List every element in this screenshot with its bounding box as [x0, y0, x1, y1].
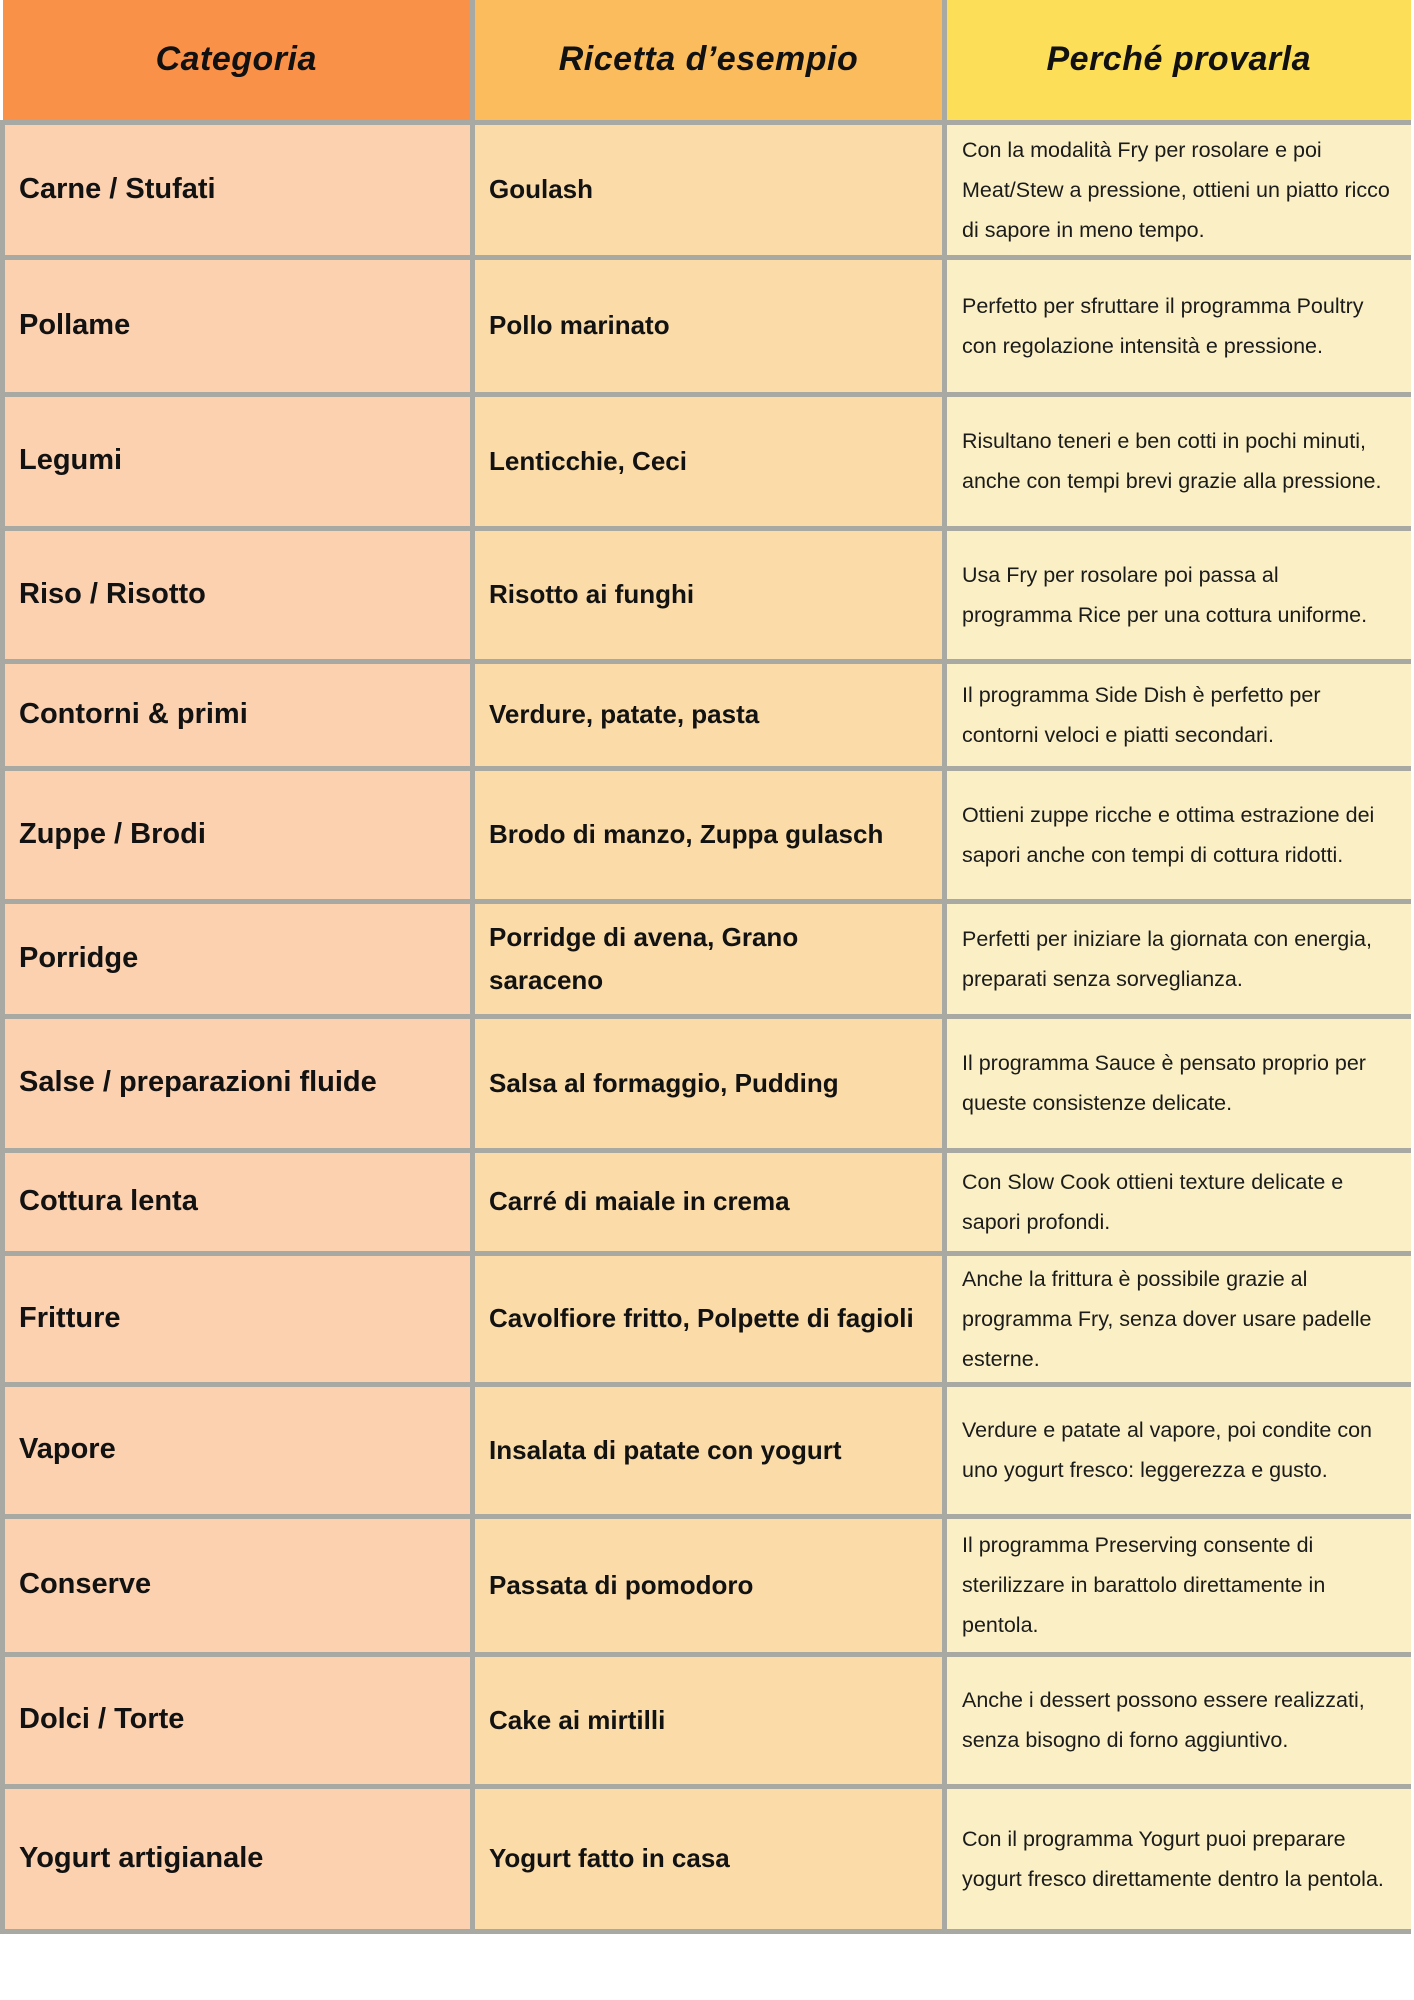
table-row: [3, 257, 1411, 394]
cell-perche: Verdure e patate al vapore, poi condite con uno yogurt fresco: leggerezza e gusto.: [945, 1384, 1411, 1516]
header-categoria: Categoria: [3, 0, 473, 122]
table-row: [3, 768, 1411, 901]
cell-perche: Ottieni zuppe ricche e ottima estrazione dei sapori anche con tempi di cottura ridotti.: [945, 768, 1411, 901]
cell-ricetta: Insalata di patate con yogurt: [473, 1384, 945, 1516]
table-row: [3, 1150, 1411, 1253]
cell-categoria: Riso / Risotto: [3, 528, 473, 661]
cell-ricetta: Lenticchie, Ceci: [473, 394, 945, 528]
cell-perche: Con il programma Yogurt puoi preparare yogurt fresco direttamente dentro la pentola.: [945, 1786, 1411, 1931]
table-row: [3, 1786, 1411, 1931]
table-row: [3, 1654, 1411, 1786]
header-perche-provarla: Perché provarla: [945, 0, 1411, 122]
cell-categoria: Dolci / Torte: [3, 1654, 473, 1786]
table-row: [3, 901, 1411, 1016]
cell-categoria: Legumi: [3, 394, 473, 528]
cell-categoria: Porridge: [3, 901, 473, 1016]
table-row: [3, 394, 1411, 528]
cell-perche: Risultano teneri e ben cotti in pochi minuti, anche con tempi brevi grazie alla pressione.: [945, 394, 1411, 528]
cell-perche: Il programma Sauce è pensato proprio per queste consistenze delicate.: [945, 1016, 1411, 1150]
cell-perche: Perfetti per iniziare la giornata con energia, preparati senza sorveglianza.: [945, 901, 1411, 1016]
cell-ricetta: Pollo marinato: [473, 257, 945, 394]
cell-categoria: Fritture: [3, 1253, 473, 1384]
cell-ricetta: Carré di maiale in crema: [473, 1150, 945, 1253]
table-row: [3, 528, 1411, 661]
cell-ricetta: Risotto ai funghi: [473, 528, 945, 661]
cell-categoria: Pollame: [3, 257, 473, 394]
table-row: [3, 1016, 1411, 1150]
cell-ricetta: Cake ai mirtilli: [473, 1654, 945, 1786]
cell-categoria: Carne / Stufati: [3, 122, 473, 257]
cell-ricetta: Yogurt fatto in casa: [473, 1786, 945, 1931]
cell-perche: Anche la frittura è possibile grazie al programma Fry, senza dover usare padelle esterne.: [945, 1253, 1411, 1384]
cell-categoria: Yogurt artigianale: [3, 1786, 473, 1931]
cell-perche: Perfetto per sfruttare il programma Poultry con regolazione intensità e pressione.: [945, 257, 1411, 394]
cell-categoria: Conserve: [3, 1516, 473, 1654]
cell-ricetta: Porridge di avena, Grano saraceno: [473, 901, 945, 1016]
cell-perche: Usa Fry per rosolare poi passa al programma Rice per una cottura uniforme.: [945, 528, 1411, 661]
cell-perche: Con la modalità Fry per rosolare e poi Meat/Stew a pressione, ottieni un piatto ricco di sapore in meno tempo.: [945, 122, 1411, 257]
cell-perche: Con Slow Cook ottieni texture delicate e sapori profondi.: [945, 1150, 1411, 1253]
table-row: [3, 1253, 1411, 1384]
table-row: [3, 661, 1411, 768]
cell-categoria: Contorni & primi: [3, 661, 473, 768]
table-row: [3, 1384, 1411, 1516]
cell-ricetta: Salsa al formaggio, Pudding: [473, 1016, 945, 1150]
cell-ricetta: Verdure, patate, pasta: [473, 661, 945, 768]
cell-perche: Il programma Side Dish è perfetto per contorni veloci e piatti secondari.: [945, 661, 1411, 768]
header-row: [3, 0, 1411, 122]
cell-categoria: Vapore: [3, 1384, 473, 1516]
table-row: [3, 122, 1411, 257]
cell-ricetta: Brodo di manzo, Zuppa gulasch: [473, 768, 945, 901]
cell-categoria: Cottura lenta: [3, 1150, 473, 1253]
cell-ricetta: Cavolfiore fritto, Polpette di fagioli: [473, 1253, 945, 1384]
cell-perche: Anche i dessert possono essere realizzati, senza bisogno di forno aggiuntivo.: [945, 1654, 1411, 1786]
cell-perche: Il programma Preserving consente di sterilizzare in barattolo direttamente in pentola.: [945, 1516, 1411, 1654]
cell-ricetta: Passata di pomodoro: [473, 1516, 945, 1654]
table-row: [3, 1516, 1411, 1654]
cell-categoria: Salse / preparazioni fluide: [3, 1016, 473, 1150]
cell-ricetta: Goulash: [473, 122, 945, 257]
cell-categoria: Zuppe / Brodi: [3, 768, 473, 901]
header-ricetta-esempio: Ricetta d’esempio: [473, 0, 945, 122]
